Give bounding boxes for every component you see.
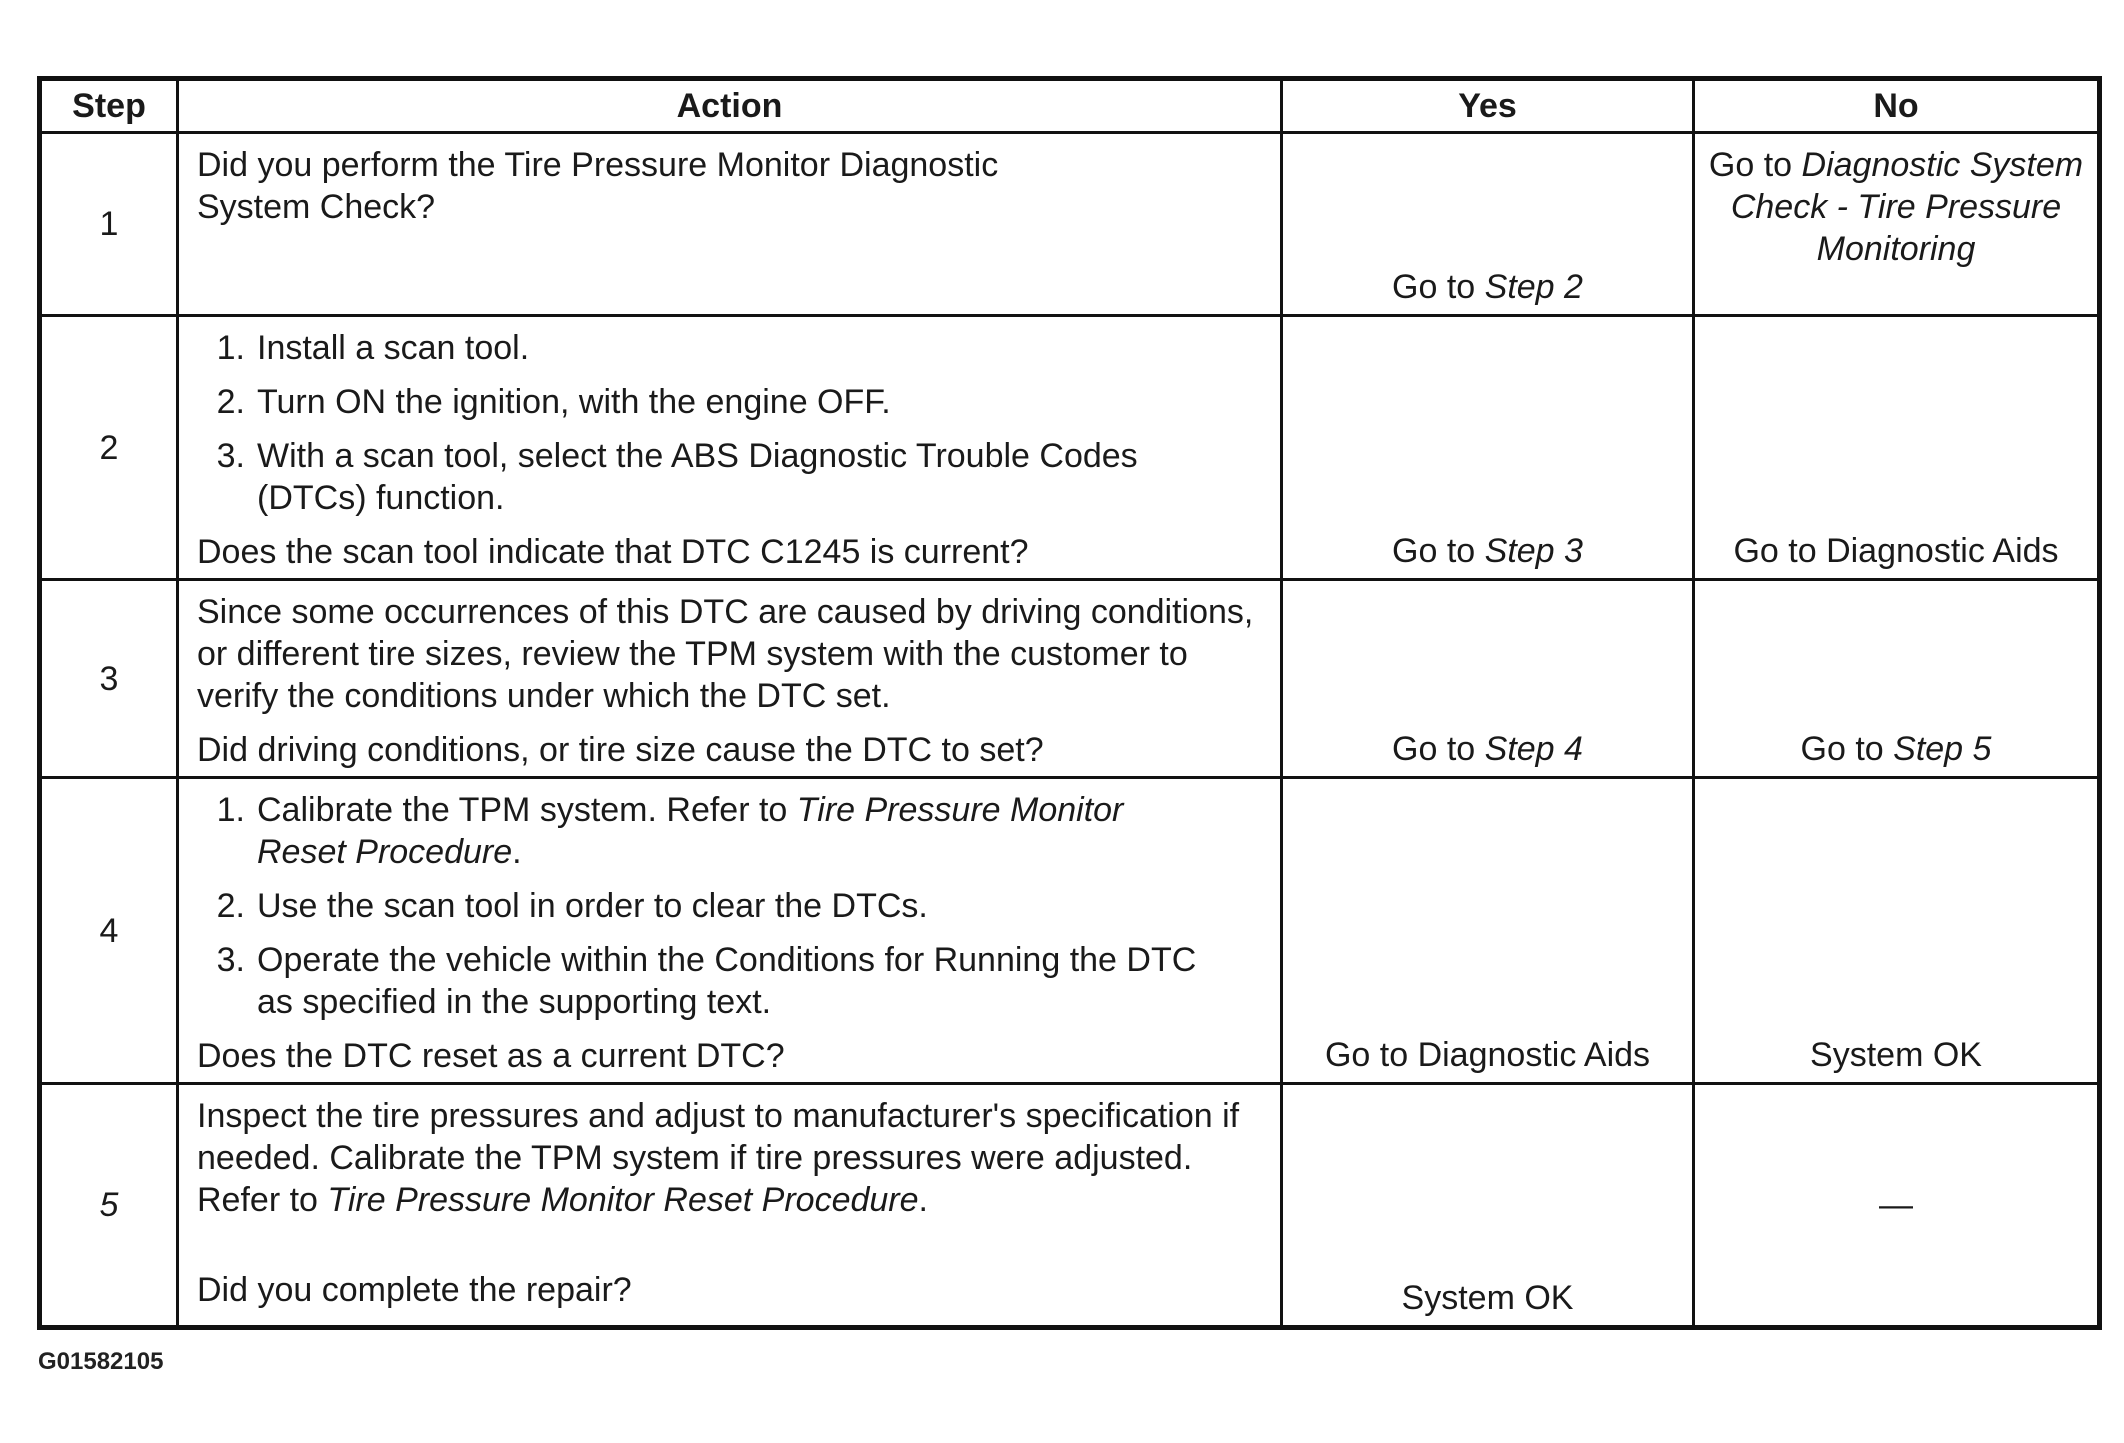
action-question: Did you complete the repair? bbox=[197, 1271, 632, 1309]
yes-cell: System OK bbox=[1282, 1084, 1694, 1328]
yes-cell: Go to Diagnostic Aids bbox=[1282, 778, 1694, 1084]
header-row bbox=[40, 79, 2100, 133]
no-cell bbox=[1694, 580, 2100, 778]
action-steps-list bbox=[197, 327, 1268, 519]
action-cell bbox=[178, 580, 1282, 778]
action-steps-list bbox=[197, 789, 1268, 1023]
yes-prefix: Go to bbox=[1392, 730, 1485, 768]
yes-prefix: Go to bbox=[1392, 532, 1485, 570]
action-question: Did driving conditions, or tire size cause the DTC to set? bbox=[197, 731, 1044, 769]
list-item: 1. Install a scan tool. bbox=[216, 329, 530, 367]
step-number: 1 bbox=[40, 133, 178, 316]
no-cell bbox=[1694, 133, 2100, 316]
action-cell bbox=[178, 316, 1282, 580]
list-item: 3. With a scan tool, select the ABS Diagnostic Trouble Codes (DTCs) function. bbox=[216, 437, 1138, 517]
action-cell bbox=[178, 1084, 1282, 1328]
no-step-link[interactable]: Step 5 bbox=[1893, 730, 1992, 768]
header-action: Action bbox=[178, 79, 1282, 133]
step-number: 4 bbox=[40, 778, 178, 1084]
header-yes: Yes bbox=[1282, 79, 1694, 133]
no-prefix: Go to bbox=[1708, 146, 1802, 184]
yes-cell bbox=[1282, 133, 1694, 316]
action-cell bbox=[178, 778, 1282, 1084]
header-no: No bbox=[1694, 79, 2100, 133]
procedure-link[interactable]: Tire Pressure Monitor Reset Procedure bbox=[327, 1181, 919, 1219]
step-number: 5 bbox=[40, 1084, 178, 1328]
table-row bbox=[40, 778, 2100, 1084]
header-step: Step bbox=[40, 79, 178, 133]
yes-cell bbox=[1282, 316, 1694, 580]
action-text: Since some occurrences of this DTC are caused by driving conditions, or different tire sizes, review the TPM system with the customer to verify the conditions under which the DTC set. bbox=[197, 593, 1254, 715]
figure-id: G01582105 bbox=[38, 1348, 164, 1375]
no-cell: Go to Diagnostic Aids bbox=[1694, 316, 2100, 580]
list-item: 1. Calibrate the TPM system. Refer to Tire Pressure Monitor Reset Procedure. bbox=[216, 791, 1124, 871]
step-number: 2 bbox=[40, 316, 178, 580]
yes-cell bbox=[1282, 580, 1694, 778]
step-number: 3 bbox=[40, 580, 178, 778]
table-row bbox=[40, 133, 2100, 316]
action-text: Did you perform the Tire Pressure Monitor Diagnostic System Check? bbox=[197, 146, 999, 226]
no-prefix: Go to bbox=[1800, 730, 1894, 768]
no-cell: — bbox=[1694, 1084, 2100, 1328]
list-item: 2. Turn ON the ignition, with the engine OFF. bbox=[216, 383, 891, 421]
yes-step-link[interactable]: Step 2 bbox=[1484, 268, 1583, 306]
diagnostic-table bbox=[37, 76, 2102, 1330]
table-row bbox=[40, 580, 2100, 778]
action-text: Inspect the tire pressures and adjust to manufacturer's specification if needed. Calibrate the TPM system if tire pressures were adjusted. Refer to Tire Pressure Monitor Reset Procedure. bbox=[197, 1097, 1240, 1219]
yes-step-link[interactable]: Step 3 bbox=[1484, 532, 1583, 570]
no-cell: System OK bbox=[1694, 778, 2100, 1084]
action-question: Does the scan tool indicate that DTC C1245 is current? bbox=[197, 533, 1029, 571]
action-question: Does the DTC reset as a current DTC? bbox=[197, 1037, 785, 1075]
no-procedure-link[interactable]: Diagnostic System Check - Tire Pressure Monitoring bbox=[1730, 146, 2084, 268]
list-item: 2. Use the scan tool in order to clear the DTCs. bbox=[216, 887, 928, 925]
action-cell bbox=[178, 133, 1282, 316]
yes-prefix: Go to bbox=[1392, 268, 1485, 306]
yes-step-link[interactable]: Step 4 bbox=[1484, 730, 1583, 768]
table-row bbox=[40, 1084, 2100, 1328]
list-item: 3. Operate the vehicle within the Conditions for Running the DTC as specified in the supporting text. bbox=[216, 941, 1197, 1021]
table-row bbox=[40, 316, 2100, 580]
procedure-link[interactable]: Tire Pressure Monitor Reset Procedure bbox=[257, 791, 1124, 871]
